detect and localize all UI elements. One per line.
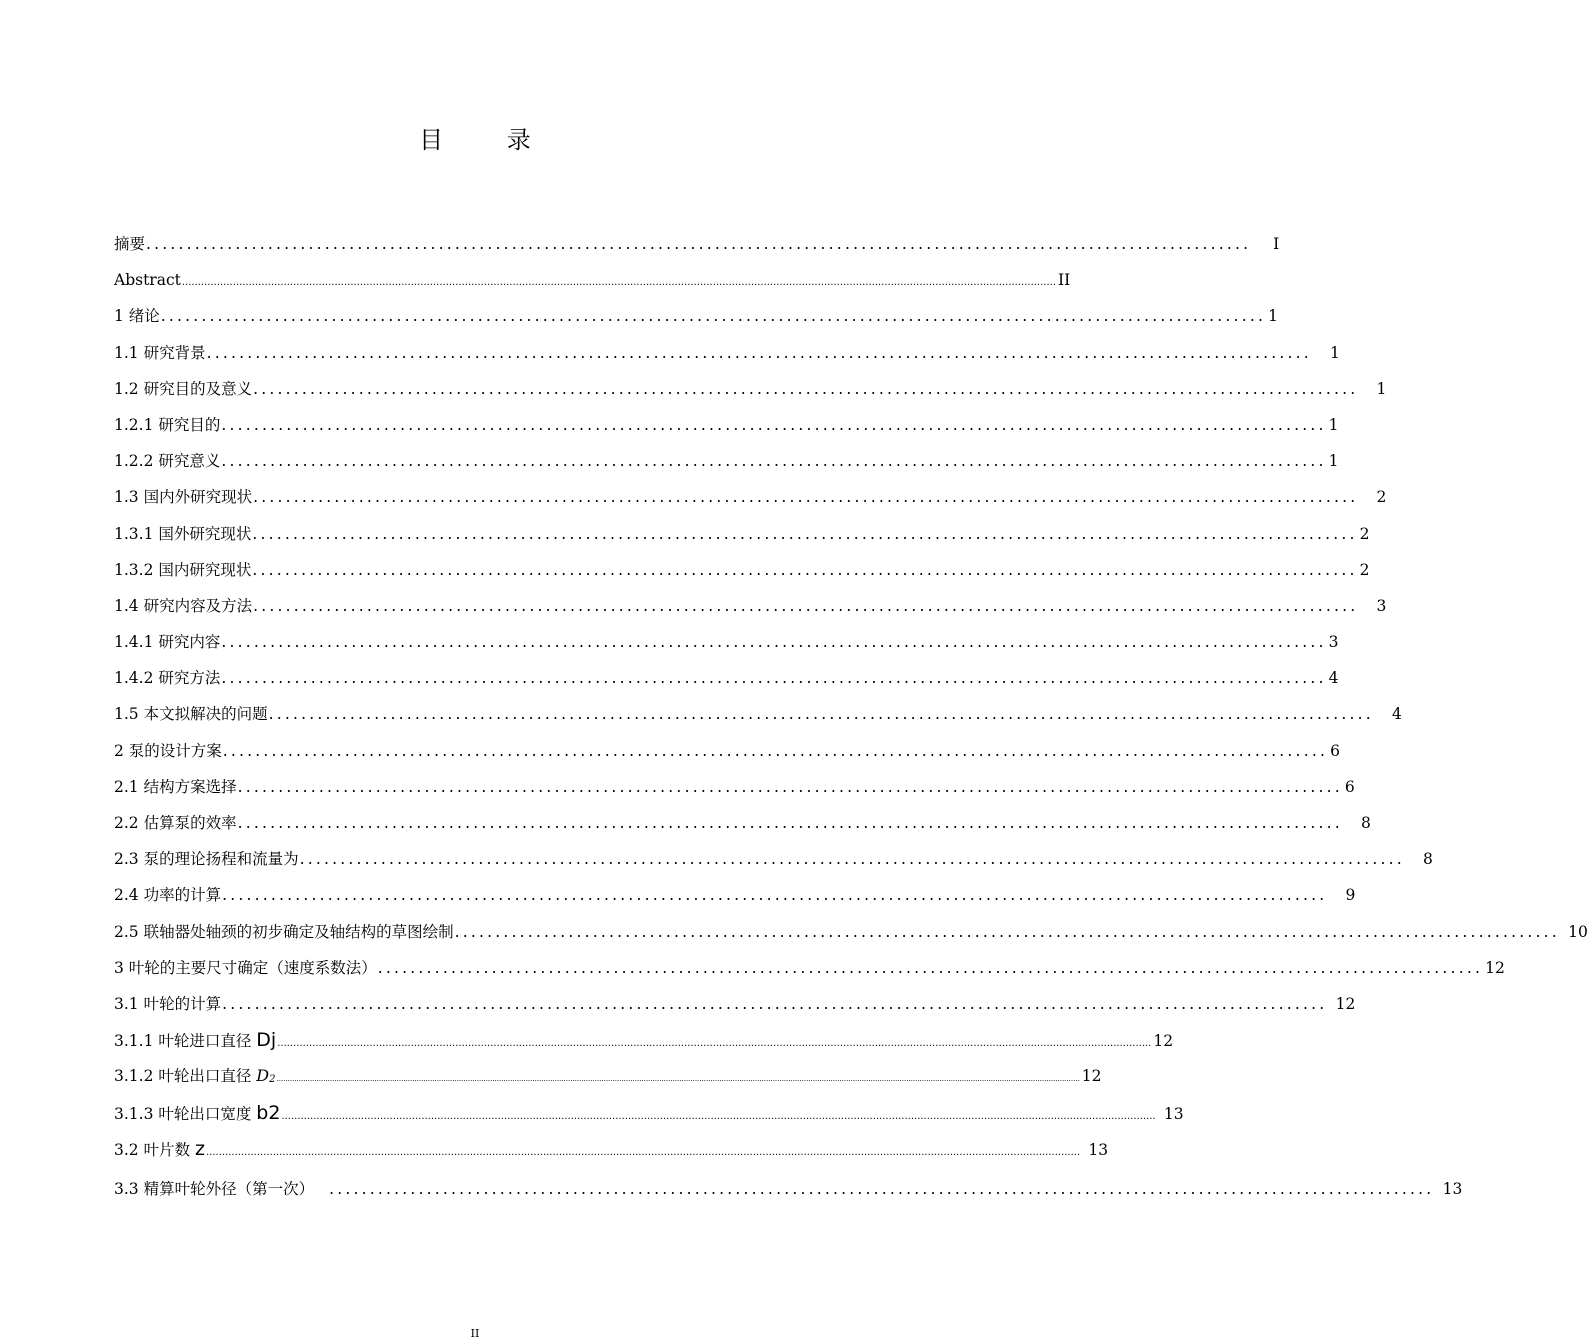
toc-leader: ........................................................................................................................................ xyxy=(221,452,1327,471)
toc-entry-page: 2 xyxy=(1359,560,1370,579)
toc-entry[interactable] xyxy=(114,1095,1184,1131)
toc-entry-title: 1.4.2 研究方法 xyxy=(114,669,221,688)
toc-entry[interactable] xyxy=(114,624,1339,660)
toc-entry-title: 1.3 国内外研究现状 xyxy=(114,488,253,507)
toc-leader: ........................................................................................................................................ xyxy=(454,922,1560,941)
toc-entry[interactable] xyxy=(114,696,1402,732)
toc-entry-page: 6 xyxy=(1330,741,1340,760)
toc-entry[interactable] xyxy=(114,262,1071,298)
toc-leader: ................................................................................................................................................................................................................................................................................... xyxy=(277,1038,1152,1050)
toc-entry-title: 1.2 研究目的及意义 xyxy=(114,379,253,398)
toc-entry-page: II xyxy=(1058,271,1071,290)
toc-leader: ........................................................................................................................................ xyxy=(253,596,1359,615)
toc-entry-page: 6 xyxy=(1344,777,1355,796)
symbol-d2: $D_2$ xyxy=(256,1066,276,1086)
toc-entry[interactable] xyxy=(114,877,1356,913)
symbol-b2: b2 xyxy=(256,1101,281,1124)
toc-entry-page: 8 xyxy=(1360,814,1371,832)
toc-entry-page: 12 xyxy=(1081,1067,1102,1086)
toc-entry[interactable] xyxy=(114,1022,1174,1058)
toc-leader: ........................................................................................................................................ xyxy=(222,741,1329,760)
toc-entry[interactable] xyxy=(114,914,1588,950)
toc-leader: ................................................................................................................................................................................................................................................................................... xyxy=(181,277,1057,289)
toc-entry-page: 13 xyxy=(1442,1179,1463,1198)
toc-leader: ........................................................................................................................................ xyxy=(222,886,1328,905)
toc-entry[interactable] xyxy=(114,479,1387,515)
toc-entry-title: 3.2 叶片数 z xyxy=(114,1137,205,1160)
toc-entry-title: 1.1 研究背景 xyxy=(114,343,206,362)
toc-entry-page: 13 xyxy=(1088,1140,1109,1159)
toc-entry-page: 8 xyxy=(1422,850,1433,869)
toc-entry[interactable] xyxy=(114,298,1278,334)
page-title: 目 录 xyxy=(419,126,559,154)
symbol-dj: Dj xyxy=(256,1029,277,1052)
toc-entry-page: 1 xyxy=(1268,307,1278,326)
toc-entry-title: 3.1.1 叶轮进口直径 Dj xyxy=(114,1029,277,1052)
toc-entry-title: 1.3.1 国外研究现状 xyxy=(114,524,252,543)
toc-entry[interactable] xyxy=(114,1171,1463,1207)
toc-leader: ........................................................................................................................................ xyxy=(253,488,1359,507)
toc-leader: ........................................................................................................................................ xyxy=(222,994,1328,1013)
toc-entry-page: 12 xyxy=(1335,994,1356,1013)
toc-entry[interactable] xyxy=(114,950,1505,986)
toc-entry-title: 1.4.1 研究内容 xyxy=(114,633,221,652)
toc-leader: ........................................................................................................................................ xyxy=(377,958,1484,977)
toc-entry-page: 1 xyxy=(1376,379,1387,398)
toc-leader: ................................................................................................................................................................................................................................................................................... xyxy=(206,1146,1081,1158)
toc-leader: ........................................................................................................................................ xyxy=(237,777,1343,796)
toc-entry-page: 9 xyxy=(1345,886,1356,905)
toc-entry-page: 3 xyxy=(1376,596,1387,615)
toc-entry-title: 2.4 功率的计算 xyxy=(114,886,222,905)
toc-entry-page: 4 xyxy=(1391,705,1402,724)
toc-entry-title: 2 泵的设计方案 xyxy=(114,741,222,760)
toc-entry-page: 12 xyxy=(1153,1032,1174,1051)
toc-entry-page: 2 xyxy=(1359,524,1370,543)
toc-entry-title: 摘要 xyxy=(114,235,146,253)
toc-entry-title: 1.4 研究内容及方法 xyxy=(114,596,253,615)
table-of-contents xyxy=(114,226,1588,1207)
toc-leader: ........................................................................................................................................ xyxy=(221,633,1327,652)
toc-entry[interactable] xyxy=(114,805,1371,841)
toc-entry-title: 2.3 泵的理论扬程和流量为 xyxy=(114,850,299,869)
toc-entry[interactable] xyxy=(114,443,1339,479)
toc-entry-page: 10 xyxy=(1568,922,1588,941)
toc-entry-title: 3.3 精算叶轮外径（第一次） xyxy=(114,1179,315,1198)
toc-entry-page: I xyxy=(1273,235,1280,253)
toc-entry-title: 3 叶轮的主要尺寸确定（速度系数法） xyxy=(114,958,377,977)
symbol-z: z xyxy=(195,1137,205,1160)
toc-entry-title: 1.2.2 研究意义 xyxy=(114,452,221,471)
toc-entry[interactable] xyxy=(114,986,1356,1022)
toc-leader: ........................................................................................................................................ xyxy=(329,1179,1435,1198)
toc-leader: ........................................................................................................................................ xyxy=(206,343,1312,362)
toc-entry-title: 3.1.2 叶轮出口直径 $D_2$ xyxy=(114,1066,276,1086)
toc-entry[interactable] xyxy=(114,226,1280,262)
toc-entry-title: 1.2.1 研究目的 xyxy=(114,415,221,434)
toc-entry-page: 2 xyxy=(1376,488,1387,507)
toc-entry[interactable] xyxy=(114,371,1387,407)
toc-entry-page: 1 xyxy=(1328,452,1339,471)
toc-entry[interactable] xyxy=(114,335,1340,371)
toc-entry[interactable] xyxy=(114,769,1355,805)
toc-leader: ........................................................................................................................................ xyxy=(221,415,1327,434)
toc-entry-title: 3.1 叶轮的计算 xyxy=(114,994,222,1013)
toc-entry-title: 2.2 估算泵的效率 xyxy=(114,814,237,832)
page-number: II xyxy=(470,1327,480,1340)
toc-entry-page: 1 xyxy=(1328,415,1339,434)
toc-leader: ........................................................................................................................................ xyxy=(221,669,1327,688)
toc-leader: ................................................................................................................................................................................................................................................................................... xyxy=(281,1110,1156,1122)
toc-leader: ........................................................................................................................................ xyxy=(237,814,1343,832)
toc-leader: ......................................................................................................................................................................................................................................................................................................................................................................... xyxy=(276,1075,1080,1084)
toc-entry-title: 1.5 本文拟解决的问题 xyxy=(114,705,268,724)
toc-entry[interactable] xyxy=(114,552,1370,588)
toc-entry-page: 4 xyxy=(1328,669,1339,688)
toc-entry[interactable] xyxy=(114,1058,1102,1094)
toc-entry[interactable] xyxy=(114,841,1433,877)
toc-leader: ........................................................................................................................................ xyxy=(160,307,1267,326)
toc-entry[interactable] xyxy=(114,588,1387,624)
toc-leader: ........................................................................................................................................ xyxy=(253,379,1359,398)
toc-entry-page: 12 xyxy=(1485,958,1505,977)
toc-entry-title: 3.1.3 叶轮出口宽度 b2 xyxy=(114,1101,281,1124)
toc-entry-title: 2.5 联轴器处轴颈的初步确定及轴结构的草图绘制 xyxy=(114,922,454,941)
toc-entry-title: Abstract xyxy=(114,271,181,290)
toc-leader: ........................................................................................................................................ xyxy=(252,524,1358,543)
toc-entry-page: 1 xyxy=(1329,343,1340,362)
toc-entry-title: 1.3.2 国内研究现状 xyxy=(114,560,252,579)
toc-entry[interactable] xyxy=(114,1131,1109,1167)
toc-leader: ........................................................................................................................................ xyxy=(146,235,1252,253)
toc-leader: ........................................................................................................................................ xyxy=(299,850,1405,869)
toc-entry-page: 13 xyxy=(1163,1104,1184,1123)
toc-leader: ........................................................................................................................................ xyxy=(252,560,1358,579)
toc-entry-page: 3 xyxy=(1328,633,1339,652)
toc-entry-title: 1 绪论 xyxy=(114,307,160,326)
toc-entry[interactable] xyxy=(114,660,1339,696)
toc-entry-title: 2.1 结构方案选择 xyxy=(114,777,237,796)
toc-entry[interactable] xyxy=(114,516,1370,552)
toc-entry[interactable] xyxy=(114,407,1339,443)
toc-leader: ........................................................................................................................................ xyxy=(268,705,1374,724)
toc-entry[interactable] xyxy=(114,733,1340,769)
